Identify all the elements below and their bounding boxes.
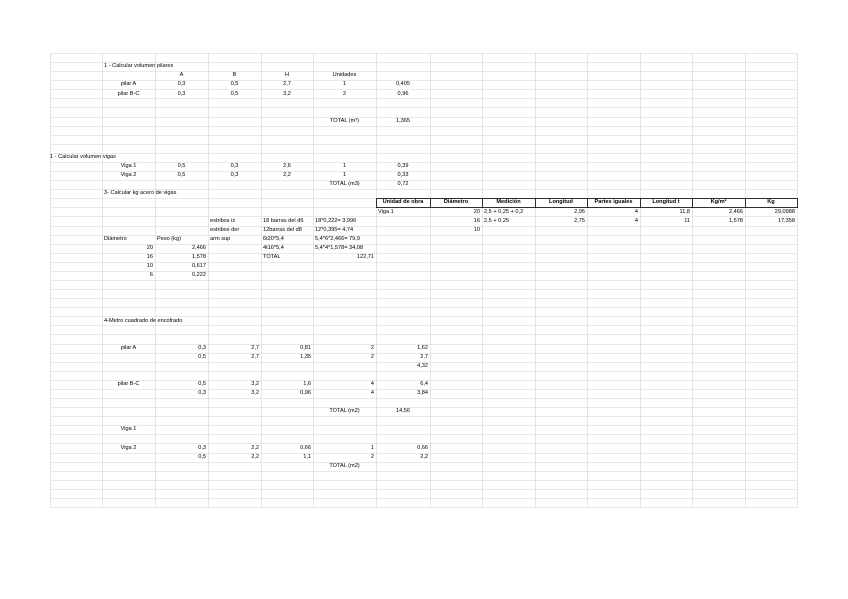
cell-text: 6 <box>149 272 153 279</box>
cell-text: 1 <box>370 444 374 451</box>
cell-text: Unidad de obra <box>382 199 424 206</box>
cell-text: 1,35 <box>300 353 311 360</box>
cell-text: 0,3 <box>198 344 206 351</box>
cell-text: 3,2 <box>251 381 259 388</box>
cell-text: 0,5 <box>177 163 186 170</box>
cell-text: 17,358 <box>777 217 795 224</box>
cell-text: Partes iguales <box>594 199 633 206</box>
cell-text: 1,578 <box>729 217 743 224</box>
cell-text: 6t20*5,4 <box>263 235 284 242</box>
cell-text: 2,7 <box>251 344 259 351</box>
cell-text: 14,56 <box>396 408 410 415</box>
cell-text: 4 <box>634 208 638 215</box>
cell-text: 4 <box>370 381 374 388</box>
cell-text: 0,3 <box>177 90 186 97</box>
cell-text: 20 <box>473 208 480 215</box>
cell-text: 0,96 <box>300 390 311 397</box>
cell-text: A <box>179 72 184 79</box>
cell-text: 11,8 <box>679 208 690 215</box>
cell-text: Kg/m² <box>710 199 727 206</box>
cell-text: 0,96 <box>397 90 409 97</box>
cell-text: 0,405 <box>396 81 410 88</box>
cell-text: 1 - Calcular volumen pilares <box>104 63 174 70</box>
cell-text: pilar B-C <box>117 381 140 388</box>
cell-text: 0,81 <box>300 344 311 351</box>
cell-text: 2,466 <box>729 208 743 215</box>
cell-text: 29,0988 <box>774 208 795 215</box>
cell-text: 2,7 <box>283 81 291 88</box>
cell-text: 4-Metro cuadrado de encofrado <box>104 317 183 324</box>
cell-text: 4 <box>370 390 374 397</box>
cell-text: 2,466 <box>192 244 206 251</box>
cell-text: 0,33 <box>397 172 409 179</box>
cell-text: 2,2 <box>283 172 291 179</box>
cell-text: 2,2 <box>420 453 428 460</box>
cell-text: 3- Calcular kg acero de vigas <box>104 190 177 197</box>
cell-text: 12*0,395= 4,74 <box>315 226 354 233</box>
cell-text: Peso (kg) <box>157 235 181 242</box>
cell-text: pilar A <box>120 81 137 88</box>
cell-text: 0,3 <box>198 390 206 397</box>
cell-text: H <box>284 72 290 79</box>
cell-text: 1,6 <box>303 381 311 388</box>
cell-text: 0,5 <box>198 353 206 360</box>
cell-text: TOTAL (m2) <box>329 408 360 415</box>
cell-text: 0,222 <box>192 272 206 279</box>
cell-text: Longitud t <box>652 199 680 206</box>
cell-text: 2,2 <box>251 444 259 451</box>
cell-text: 0,5 <box>198 381 206 388</box>
cell-text: 18 barras del d6 <box>263 217 304 224</box>
cell-text: 2,7 <box>420 353 428 360</box>
cell-text: 20 <box>146 244 153 251</box>
cell-text: 1 <box>342 81 347 88</box>
cell-text: Viga 1 <box>120 426 137 433</box>
cell-text: 12barras del d8 <box>263 226 302 233</box>
cell-text: 2,75 <box>574 217 585 224</box>
cell-text: pilar B-C <box>117 90 140 97</box>
cell-text: Viga 2 <box>120 172 137 179</box>
cell-text: 2 <box>370 453 374 460</box>
cell-text: Viga 1 <box>120 163 137 170</box>
cell-text: Diámetro <box>443 199 469 206</box>
cell-text: 0,3 <box>198 444 206 451</box>
cell-text: 2,2 <box>251 453 259 460</box>
cell-text: arm sup <box>210 235 231 242</box>
cell-text: 2 <box>342 90 347 97</box>
cell-text: 0,5 <box>198 453 206 460</box>
cell-text: estribos der <box>210 226 240 233</box>
cell-text: 0,66 <box>417 444 428 451</box>
cell-text: Medición <box>496 199 521 206</box>
cell-text: TOTAL <box>263 253 281 260</box>
cell-text: 4,32 <box>417 362 428 369</box>
cell-text: 0,39 <box>397 163 409 170</box>
cell-text: 18*0,222= 3,996 <box>315 217 357 224</box>
cell-text: 3,2 <box>283 90 291 97</box>
cell-text: B <box>232 72 237 79</box>
cell-text: estribos iz <box>210 217 236 224</box>
cell-text: 1,365 <box>396 117 410 124</box>
cell-text: 2,5 + 0,25 + 0,2 <box>484 208 524 215</box>
cell-text: 1 <box>342 163 347 170</box>
cell-text: 1,578 <box>192 253 206 260</box>
cell-text: 2,7 <box>251 353 259 360</box>
cell-text: 0,72 <box>397 181 409 188</box>
cell-text: 0,3 <box>230 172 239 179</box>
cell-text: 10 <box>473 226 480 233</box>
cell-text: TOTAL (m³) <box>329 117 360 124</box>
cell-text: 1,1 <box>303 453 311 460</box>
cell-text: 0,3 <box>230 163 239 170</box>
cell-text: 11 <box>684 217 690 224</box>
cell-text: 16 <box>473 217 480 224</box>
cell-text: 5,4*4*1,578= 34,08 <box>315 244 364 251</box>
cell-text: Diámetro <box>104 235 127 242</box>
cell-text: 2,5 + 0,25 <box>484 217 510 224</box>
cell-text: 0,5 <box>177 172 186 179</box>
cell-text: TOTAL (m3) <box>329 181 360 188</box>
cell-text: 10 <box>146 263 153 270</box>
cell-text: 122,71 <box>356 253 374 260</box>
cell-text: 0,3 <box>177 81 186 88</box>
cell-text: Viga 2 <box>120 444 137 451</box>
cell-text: 3,2 <box>251 390 259 397</box>
cell-text: Kg <box>767 199 775 206</box>
cell-text: 1,62 <box>417 344 428 351</box>
cell-text: 2,95 <box>574 208 585 215</box>
cell-text: 4 <box>634 217 638 224</box>
cell-text: 1 - Calcular volumen vigas <box>50 154 116 161</box>
cell-text: 2 <box>370 353 374 360</box>
cell-text: 2 <box>370 344 374 351</box>
cell-text: 0,617 <box>192 263 206 270</box>
cell-text: 0,5 <box>230 81 239 88</box>
cell-text: 5,4*6*2,466= 79,9 <box>315 235 360 242</box>
cell-text: Unidades <box>332 72 357 79</box>
cell-text: pilar A <box>120 344 137 351</box>
cell-text: Longitud <box>549 199 573 206</box>
cell-text: 6,4 <box>420 381 428 388</box>
cell-text: 1 <box>342 172 347 179</box>
cell-text: 4t16*5,4 <box>263 244 284 251</box>
cell-text: 2,6 <box>283 163 291 170</box>
cell-text: TOTAL (m2) <box>329 462 360 469</box>
cell-text: Viga 1 <box>378 208 394 215</box>
cell-text: 3,84 <box>417 390 428 397</box>
cell-text: 0,5 <box>230 90 239 97</box>
cell-text: 16 <box>146 253 153 260</box>
cell-text: 0,66 <box>300 444 311 451</box>
